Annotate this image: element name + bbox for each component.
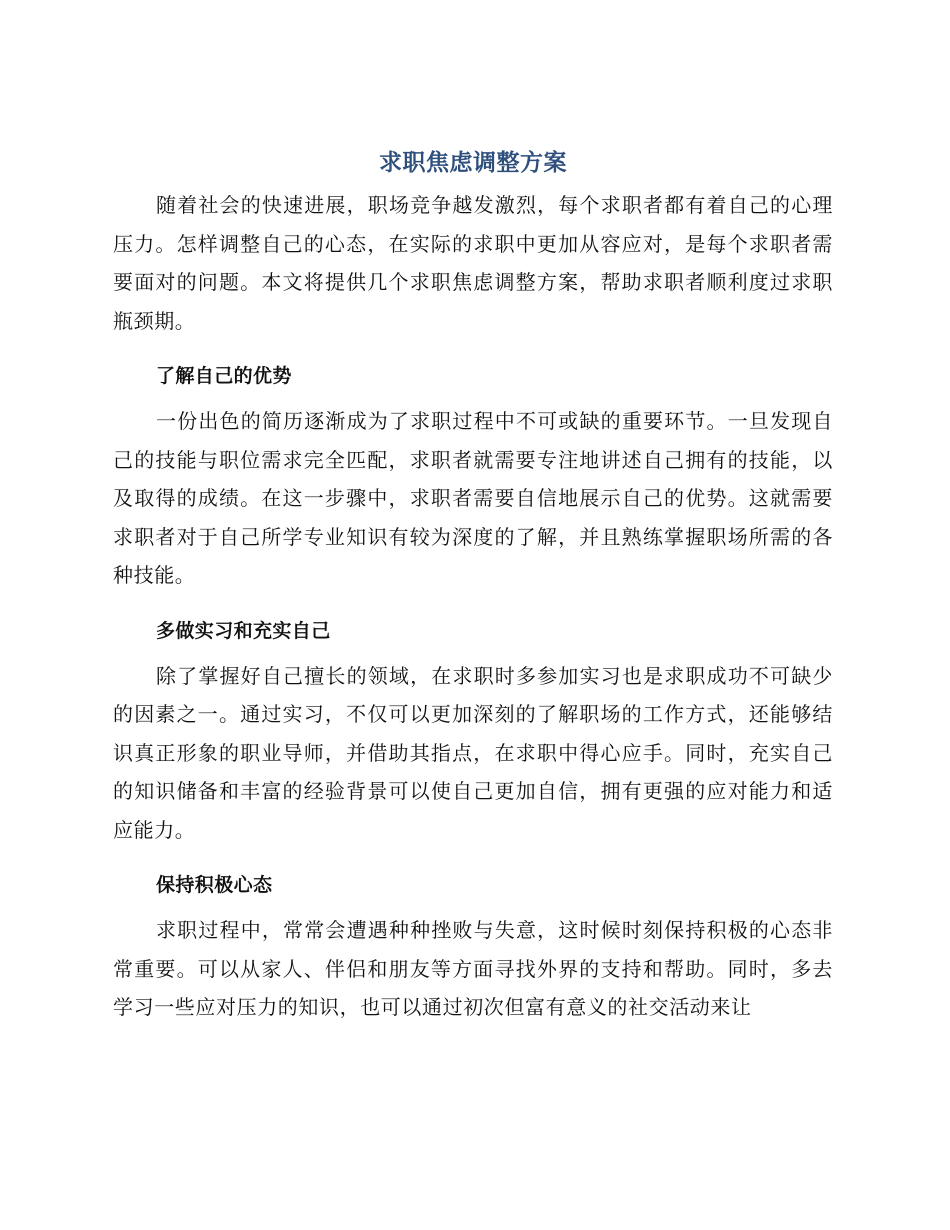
section-body-internship: 除了掌握好自己擅长的领域，在求职时多参加实习也是求职成功不可缺少的因素之一。通过实习，不仅可以更加深刻的了解职场的工作方式，还能够结识真正形象的职业导师，并借助其指点，在求职中得心应手。同时，充实自己的知识储备和丰富的经验背景可以使自己更加自信，拥有更强的应对能力和适应能力。: [113, 663, 833, 842]
section-heading-positive-mindset: 保持积极心态: [156, 874, 273, 896]
intro-paragraph: 随着社会的快速进展，职场竞争越发激烈，每个求职者都有着自己的心理压力。怎样调整自己的心态，在实际的求职中更加从容应对，是每个求职者需要面对的问题。本文将提供几个求职焦虑调整方案，帮助求职者顺利度过求职瓶颈期。: [113, 193, 833, 333]
document-page: [113, 140, 833, 1027]
section-body-strengths: 一份出色的简历逐渐成为了求职过程中不可或缺的重要环节。一旦发现自己的技能与职位需求完全匹配，求职者就需要专注地讲述自己拥有的技能，以及取得的成绩。在这一步骤中，求职者需要自信地展示自己的优势。这就需要求职者对于自己所学专业知识有较为深度的了解，并且熟练掌握职场所需的各种技能。: [113, 409, 833, 587]
section-heading-strengths: 了解自己的优势: [156, 365, 292, 387]
document-title: 求职焦虑调整方案: [379, 150, 567, 176]
section-heading-internship: 多做实习和充实自己: [156, 619, 331, 642]
section-body-positive-mindset: 求职过程中，常常会遭遇种种挫败与失意，这时候时刻保持积极的心态非常重要。可以从家人、伴侣和朋友等方面寻找外界的支持和帮助。同时，多去学习一些应对压力的知识，也可以通过初次但富有意义的社交活动来让: [113, 918, 833, 1019]
